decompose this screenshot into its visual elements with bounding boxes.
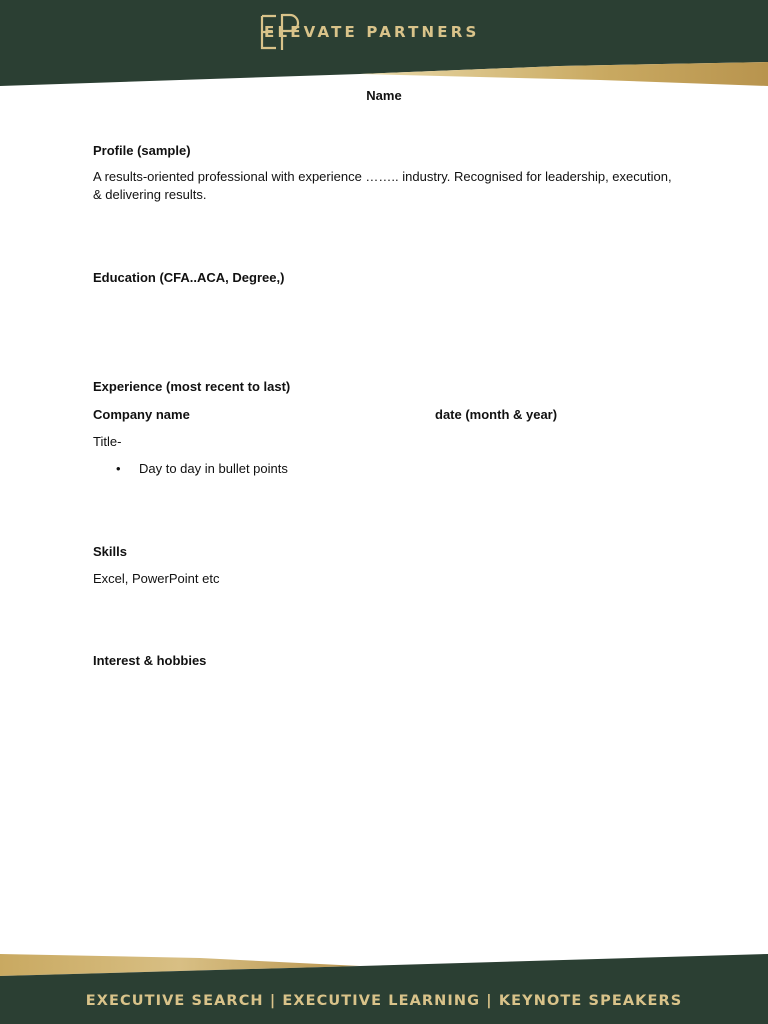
letterhead-header: [0, 0, 768, 90]
company-name: Company name: [93, 407, 190, 422]
footer-tagline: EXECUTIVE SEARCH | EXECUTIVE LEARNING | KEYNOTE SPEAKERS: [85, 993, 683, 1009]
interests-heading: Interest & hobbies: [93, 653, 207, 668]
job-title: Title-: [93, 434, 122, 449]
education-heading: Education (CFA..ACA, Degree,): [93, 270, 285, 285]
bullet-icon: •: [116, 461, 121, 476]
skills-text: Excel, PowerPoint etc: [93, 571, 220, 586]
bullet-text: Day to day in bullet points: [139, 461, 288, 476]
document-name: Name: [366, 88, 402, 103]
profile-heading: Profile (sample): [93, 143, 191, 158]
experience-date: date (month & year): [435, 407, 558, 422]
footer-band-graphic: [0, 950, 768, 1024]
experience-heading: Experience (most recent to last): [93, 379, 291, 394]
letterhead-footer: [0, 950, 768, 1024]
profile-text: A results-oriented professional with experience …….. industry. Recognised for leadership, execution, & delivering results.: [93, 169, 672, 202]
brand-name: ELEVATE PARTNERS: [264, 23, 480, 41]
brand-logo: [258, 12, 479, 52]
skills-heading: Skills: [93, 544, 127, 559]
list-item: [116, 461, 288, 476]
ep-monogram-icon: [258, 12, 304, 52]
